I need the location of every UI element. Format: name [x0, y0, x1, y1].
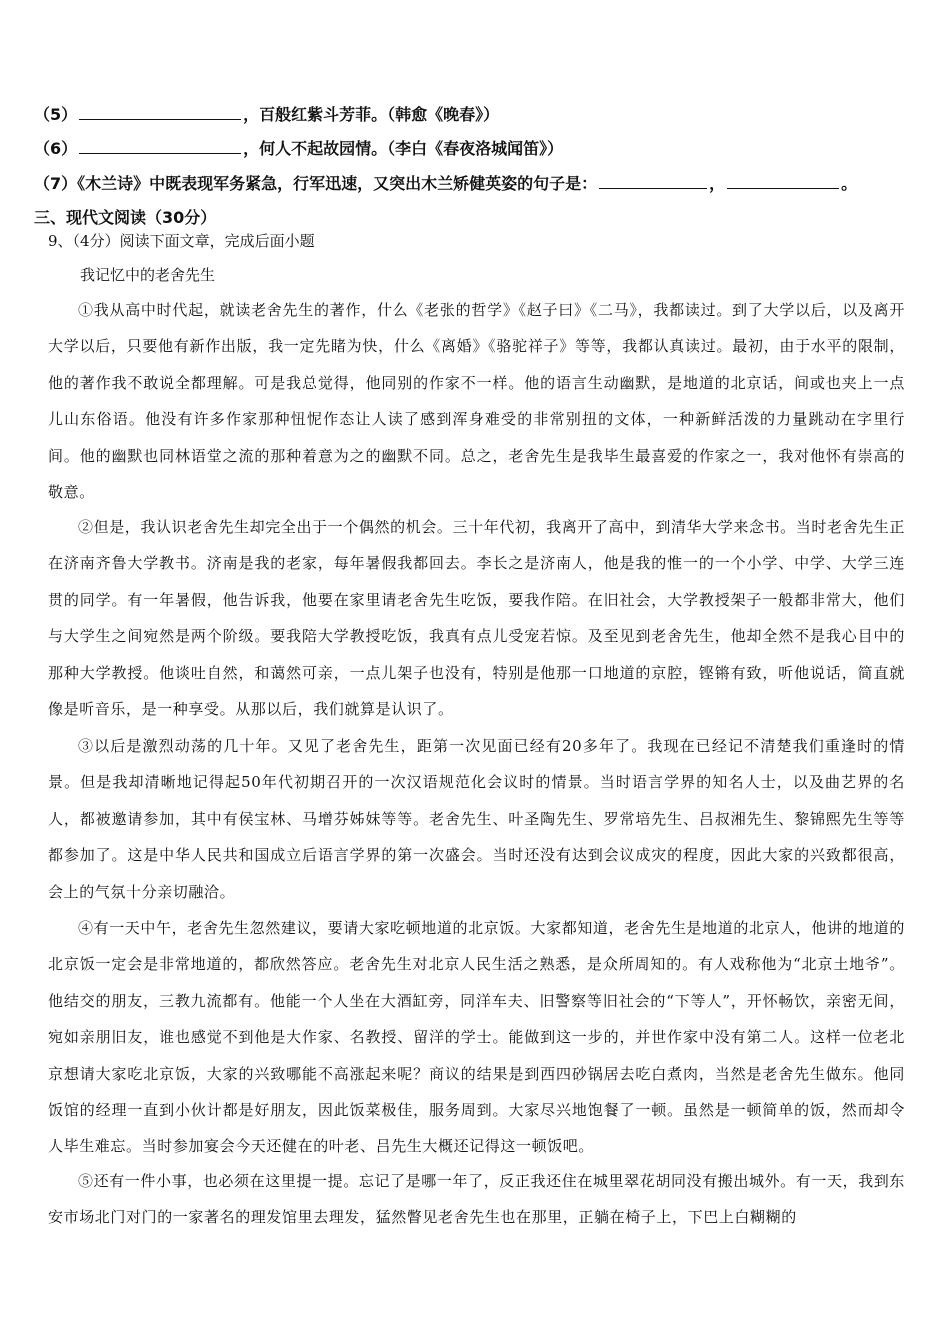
answer-blank-6[interactable]	[79, 139, 241, 154]
question-6-text: ，何人不起故园情。（李白《春夜洛城闻笛》）	[243, 139, 564, 158]
paragraph-5: ⑤还有一件小事，也必须在这里提一提。忘记了是哪一年了，反正我还住在城里翠花胡同没有搬出城外。有一天，我到东安市场北门对门的一家著名的理发馆里去理发，猛然瞥见老舍先生也在那里，正躺在椅子上，下巴上白糊糊的	[48, 1172, 905, 1227]
question-5	[34, 102, 499, 125]
question-7-comma: ，	[709, 174, 726, 193]
answer-blank-7b[interactable]	[727, 174, 839, 189]
question-6	[34, 136, 563, 159]
question-7	[34, 171, 857, 194]
paragraph-2: ②但是，我认识老舍先生却完全出于一个偶然的机会。三十年代初，我离开了高中，到清华大学来念书。当时老舍先生正在济南齐鲁大学教书。济南是我的老家，每年暑假我都回去。李长之是济南人，他是我的惟一的一个小学、中学、大学三连贯的同学。有一年暑假，他告诉我，他要在家里请老舍先生吃饭，要我作陪。在旧社会，大学教授架子一般都非常大，他们与大学生之间宛然是两个阶级。要我陪大学教授吃饭，我真有点儿受宠若惊。及至见到老舍先生，他却全然不是我心目中的那种大学教授。他谈吐自然，和蔼然可亲，一点儿架子也没有，特别是他那一口地道的京腔，铿锵有致，听他说话，简直就像是听音乐，是一种享受。从那以后，我们就算是认识了。	[48, 518, 905, 719]
question-5-text: ，百般红紫斗芳菲。（韩愈《晚春》）	[243, 105, 500, 124]
answer-blank-7a[interactable]	[599, 174, 707, 189]
question-7-text: （7）《木兰诗》中既表现军务紧急，行军迅速，又突出木兰矫健英姿的句子是：	[34, 174, 598, 193]
answer-blank-5[interactable]	[79, 105, 241, 120]
question-6-number: （6）	[34, 139, 78, 158]
paragraph-3: ③以后是激烈动荡的几十年。又见了老舍先生，距第一次见面已经有20多年了。我现在已经记不清楚我们重逢时的情景。但是我却清晰地记得起50年代初期召开的一次汉语规范化会议时的情景。当时语言学界的知名人士，以及曲艺界的名人，都被邀请参加，其中有侯宝林、马增芬姊妹等等。老舍先生、叶圣陶先生、罗常培先生、吕叔湘先生、黎锦熙先生等等都参加了。这是中华人民共和国成立后语言学界的第一次盛会。当时还没有达到会议成灾的程度，因此大家的兴致都很高，会上的气氛十分亲切融洽。	[48, 737, 905, 901]
section-title: 三、现代文阅读（30分）	[34, 208, 217, 227]
paragraph-4: ④有一天中午，老舍先生忽然建议，要请大家吃顿地道的北京饭。大家都知道，老舍先生是地道的北京人，他讲的地道的北京饭一定会是非常地道的，都欣然答应。老舍先生对北京人民生活之熟悉，是众所周知的。有人戏称他为“北京土地爷”。他结交的朋友，三教九流都有。他能一个人坐在大酒缸旁，同洋车夫、旧警察等旧社会的“下等人”，开怀畅饮，亲密无间，宛如亲朋旧友，谁也感觉不到他是大作家、名教授、留洋的学士。能做到这一步的，并世作家中没有第二人。这样一位老北京想请大家吃北京饭，大家的兴致哪能不高涨起来呢？商议的结果是到西四砂锅居去吃白煮肉，当然是老舍先生做东。他同饭馆的经理一直到小伙计都是好朋友，因此饭菜极佳，服务周到。大家尽兴地饱餐了一顿。虽然是一顿简单的饭，然而却令人毕生难忘。当时参加宴会今天还健在的叶老、吕先生大概还记得这一顿饭吧。	[48, 919, 905, 1156]
question-9-prompt: 9、（4分）阅读下面文章，完成后面小题	[48, 232, 315, 250]
question-5-number: （5）	[34, 105, 78, 124]
article-title: 我记忆中的老舍先生	[80, 266, 216, 284]
paragraph-1: ①我从高中时代起，就读老舍先生的著作，什么《老张的哲学》《赵子曰》《二马》，我都读过。到了大学以后，以及离开大学以后，只要他有新作出版，我一定先睹为快，什么《离婚》《骆驼祥子》等等，我都认真读过。最初，由于水平的限制，他的著作我不敢说全都理解。可是我总觉得，他同别的作家不一样。他的语言生动幽默，是地道的北京话，间或也夹上一点儿山东俗语。他没有许多作家那种忸怩作态让人读了感到浑身难受的非常别扭的文体，一种新鲜活泼的力量跳动在字里行间。他的幽默也同林语堂之流的那种着意为之的幽默不同。总之，老舍先生是我毕生最喜爱的作家之一，我对他怀有崇高的敬意。	[48, 301, 905, 502]
question-7-end: 。	[841, 174, 858, 193]
